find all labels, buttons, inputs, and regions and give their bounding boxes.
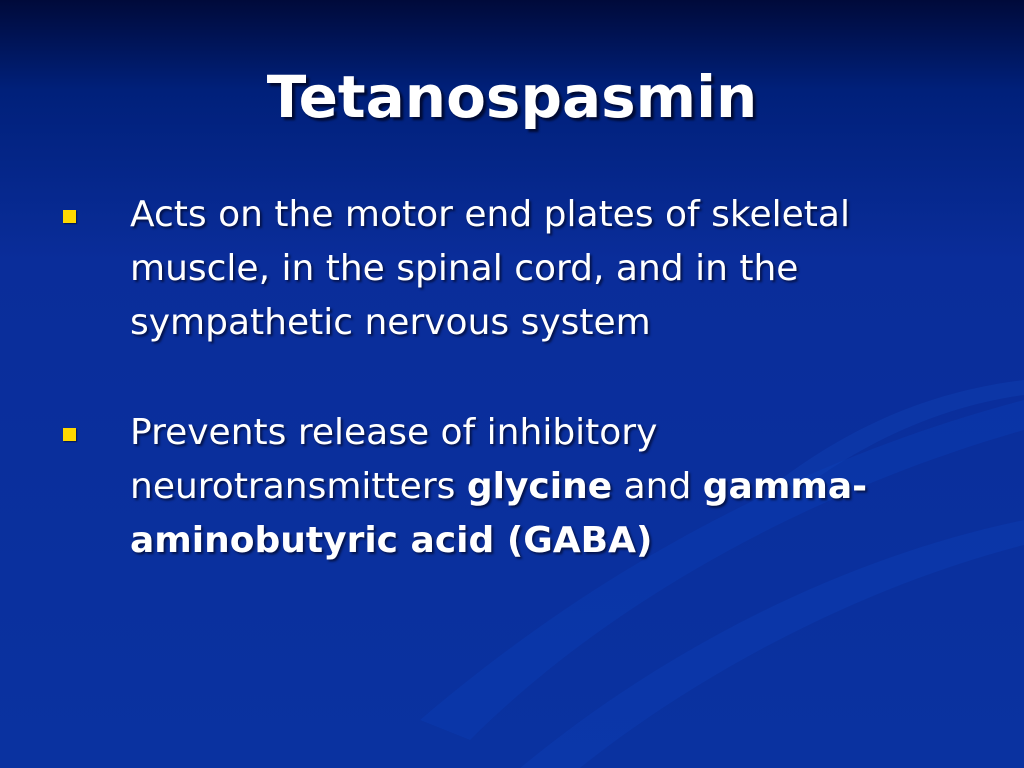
slide-title: Tetanospasmin [266, 63, 758, 131]
bullet-list [60, 188, 980, 568]
bold-term-glycine: glycine [466, 466, 613, 507]
bullet-text: Acts on the motor end plates of skeletal muscle, in the spinal cord, and in the sympathetic nervous system [130, 194, 850, 343]
square-bullet-icon [63, 210, 76, 223]
bullet-text-start: Prevents release of inhibitory neurotransmitters [130, 412, 658, 507]
square-bullet-icon [63, 428, 76, 441]
bullet-item-motor-end-plates [60, 188, 980, 350]
bullet-text-mid: and [612, 466, 703, 507]
bold-term-gaba: gamma-aminobutyric acid (GABA) [130, 466, 868, 561]
bullet-item-prevents-release [60, 406, 980, 568]
